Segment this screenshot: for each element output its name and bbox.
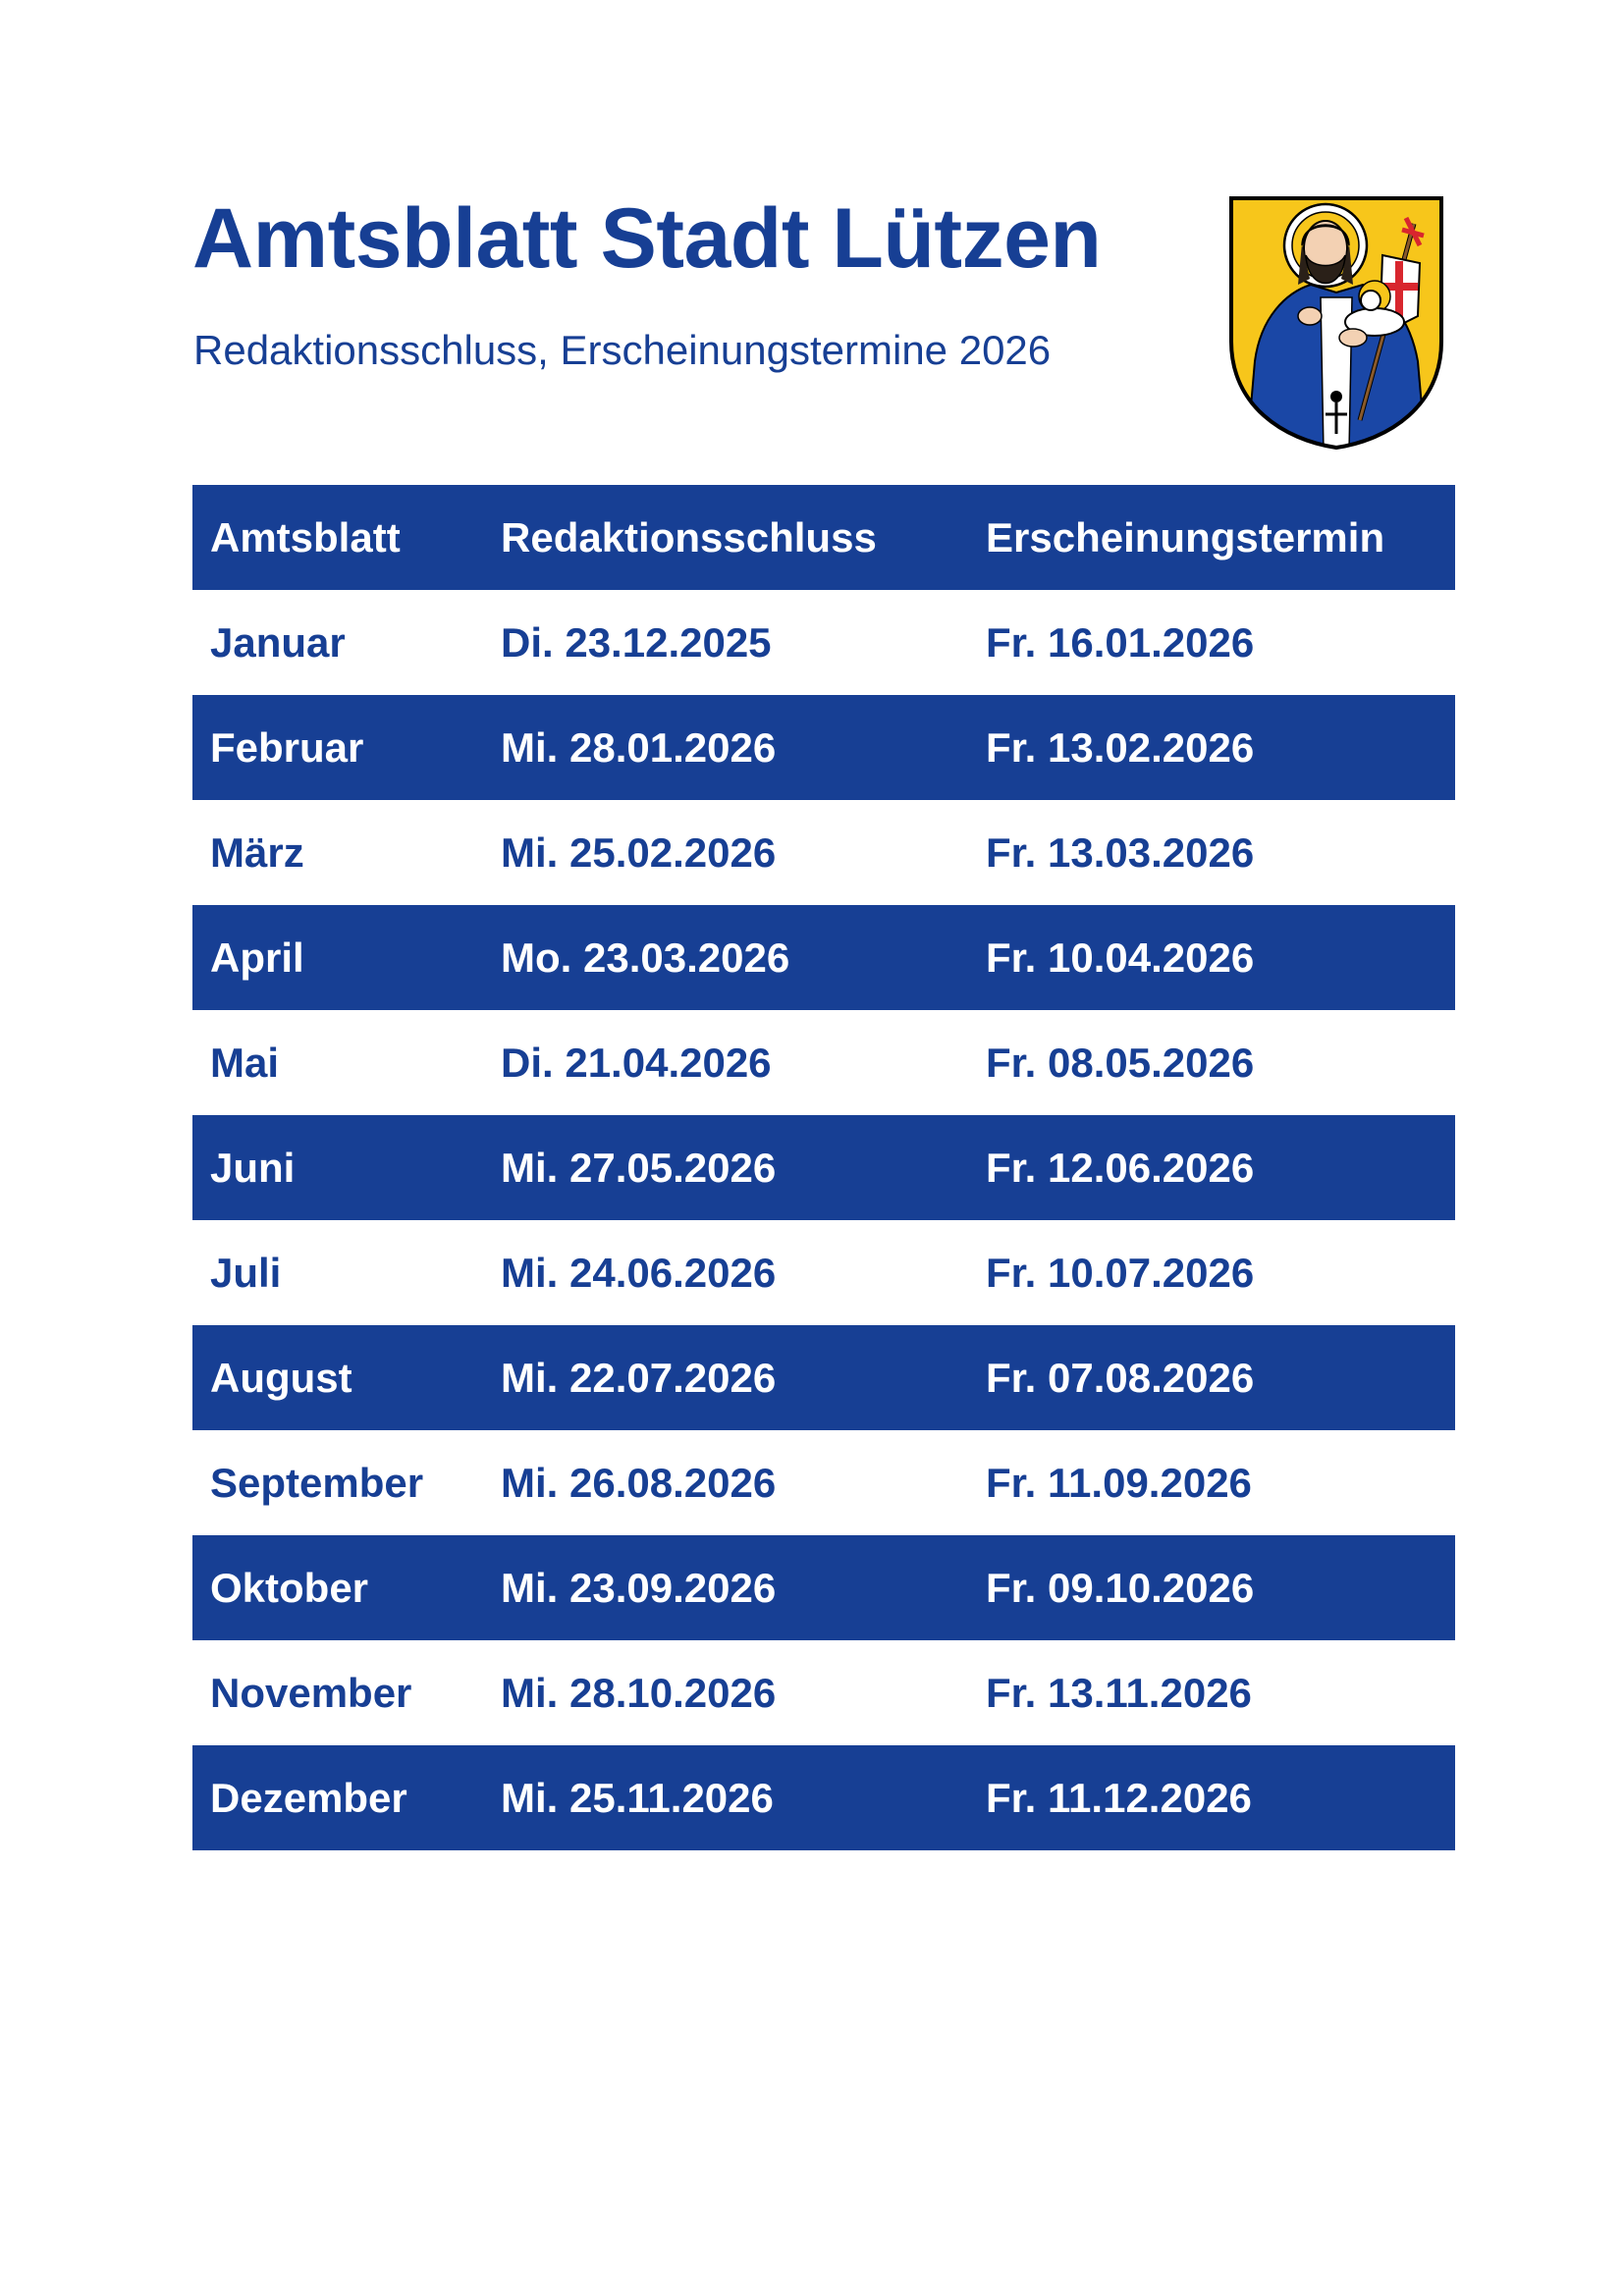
deadline-cell: Mi. 27.05.2026 <box>501 1144 777 1191</box>
month-cell: Dezember <box>210 1774 407 1821</box>
publication-cell: Fr. 09.10.2026 <box>986 1564 1255 1611</box>
publication-cell: Fr. 10.07.2026 <box>986 1249 1255 1296</box>
deadline-cell: Mi. 28.01.2026 <box>501 723 777 771</box>
table-row <box>192 905 1455 1010</box>
publication-cell: Fr. 13.02.2026 <box>986 723 1255 771</box>
table-row <box>192 1640 1455 1745</box>
page-title: Amtsblatt Stadt Lützen <box>192 191 1102 286</box>
table-row <box>192 590 1455 695</box>
column-header-amtsblatt: Amtsblatt <box>210 513 401 561</box>
publication-cell: Fr. 07.08.2026 <box>986 1354 1255 1401</box>
deadline-cell: Di. 23.12.2025 <box>501 618 772 666</box>
deadline-cell: Mi. 22.07.2026 <box>501 1354 777 1401</box>
month-cell: November <box>210 1669 412 1716</box>
deadline-cell: Mi. 25.02.2026 <box>501 828 777 876</box>
deadline-cell: Mi. 24.06.2026 <box>501 1249 777 1296</box>
month-cell: Juni <box>210 1144 296 1191</box>
table-row <box>192 1220 1455 1325</box>
month-cell: September <box>210 1459 424 1506</box>
month-cell: Januar <box>210 618 346 666</box>
deadline-cell: Mi. 26.08.2026 <box>501 1459 777 1506</box>
month-cell: März <box>210 828 304 876</box>
page-subtitle: Redaktionsschluss, Erscheinungstermine 2026 <box>193 327 1052 373</box>
deadline-cell: Di. 21.04.2026 <box>501 1039 772 1086</box>
publication-cell: Fr. 10.04.2026 <box>986 934 1255 981</box>
column-header-erscheinungstermin: Erscheinungstermin <box>986 513 1385 561</box>
month-cell: Oktober <box>210 1564 369 1611</box>
table-row <box>192 1325 1455 1430</box>
table-row <box>192 1430 1455 1535</box>
month-cell: April <box>210 934 304 981</box>
publication-cell: Fr. 16.01.2026 <box>986 618 1255 666</box>
publication-cell: Fr. 08.05.2026 <box>986 1039 1255 1086</box>
deadline-cell: Mo. 23.03.2026 <box>501 934 790 981</box>
month-cell: Juli <box>210 1249 282 1296</box>
deadline-cell: Mi. 23.09.2026 <box>501 1564 777 1611</box>
table-row <box>192 695 1455 800</box>
month-cell: August <box>210 1354 352 1401</box>
table-row <box>192 1745 1455 1850</box>
table-header-row <box>192 485 1455 590</box>
deadline-cell: Mi. 28.10.2026 <box>501 1669 777 1716</box>
table-row <box>192 1115 1455 1220</box>
publication-cell: Fr. 11.09.2026 <box>986 1459 1252 1506</box>
coat-of-arms-icon <box>1227 194 1445 452</box>
publication-cell: Fr. 12.06.2026 <box>986 1144 1255 1191</box>
table-row <box>192 1010 1455 1115</box>
month-cell: Februar <box>210 723 364 771</box>
month-cell: Mai <box>210 1039 280 1086</box>
publication-cell: Fr. 13.03.2026 <box>986 828 1255 876</box>
deadline-cell: Mi. 25.11.2026 <box>501 1774 774 1821</box>
table-row <box>192 800 1455 905</box>
schedule-table <box>192 485 1455 1850</box>
column-header-redaktionsschluss: Redaktionsschluss <box>501 513 877 561</box>
publication-cell: Fr. 11.12.2026 <box>986 1774 1252 1821</box>
table-row <box>192 1535 1455 1640</box>
publication-cell: Fr. 13.11.2026 <box>986 1669 1252 1716</box>
